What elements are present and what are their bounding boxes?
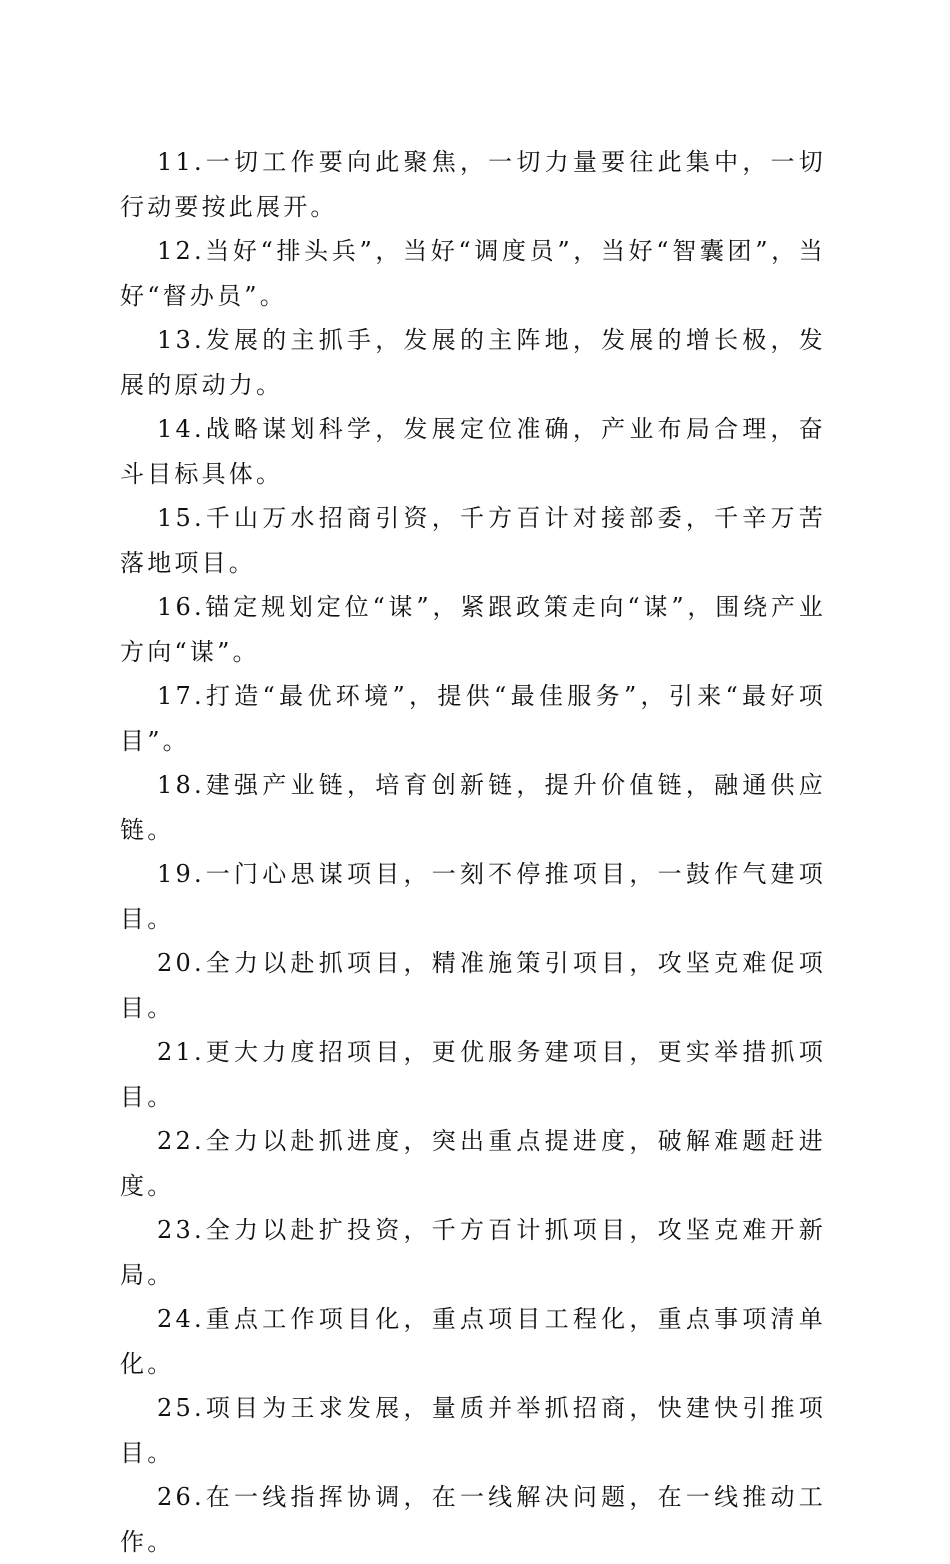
- list-item: 12.当好“排头兵”，当好“调度员”，当好“智囊团”，当好“督办员”。: [120, 237, 826, 310]
- list-item: 18.建强产业链，培育创新链，提升价值链，融通供应链。: [120, 771, 826, 844]
- list-item: 16.锚定规划定位“谋”，紧跟政策走向“谋”，围绕产业方向“谋”。: [120, 593, 826, 666]
- list-item: 17.打造“最优环境”，提供“最佳服务”，引来“最好项目”。: [120, 682, 826, 755]
- list-item: 19.一门心思谋项目，一刻不停推项目，一鼓作气建项目。: [120, 860, 826, 933]
- list-item: 24.重点工作项目化，重点项目工程化，重点事项清单化。: [120, 1305, 826, 1378]
- list-item: 26.在一线指挥协调，在一线解决问题，在一线推动工作。: [120, 1483, 826, 1556]
- list-item: 23.全力以赴扩投资，千方百计抓项目，攻坚克难开新局。: [120, 1216, 826, 1289]
- list-item: 22.全力以赴抓进度，突出重点提进度，破解难题赶进度。: [120, 1127, 826, 1200]
- list-item: 11.一切工作要向此聚焦，一切力量要往此集中，一切行动要按此展开。: [120, 148, 826, 221]
- document-body: [120, 140, 826, 1564]
- list-item: 14.战略谋划科学，发展定位准确，产业布局合理，奋斗目标具体。: [120, 415, 826, 488]
- list-item: 15.千山万水招商引资，千方百计对接部委，千辛万苦落地项目。: [120, 504, 826, 577]
- list-item: 20.全力以赴抓项目，精准施策引项目，攻坚克难促项目。: [120, 949, 826, 1022]
- list-item: 21.更大力度招项目，更优服务建项目，更实举措抓项目。: [120, 1038, 826, 1111]
- list-item: 25.项目为王求发展，量质并举抓招商，快建快引推项目。: [120, 1394, 826, 1467]
- list-item: 13.发展的主抓手，发展的主阵地，发展的增长极，发展的原动力。: [120, 326, 826, 399]
